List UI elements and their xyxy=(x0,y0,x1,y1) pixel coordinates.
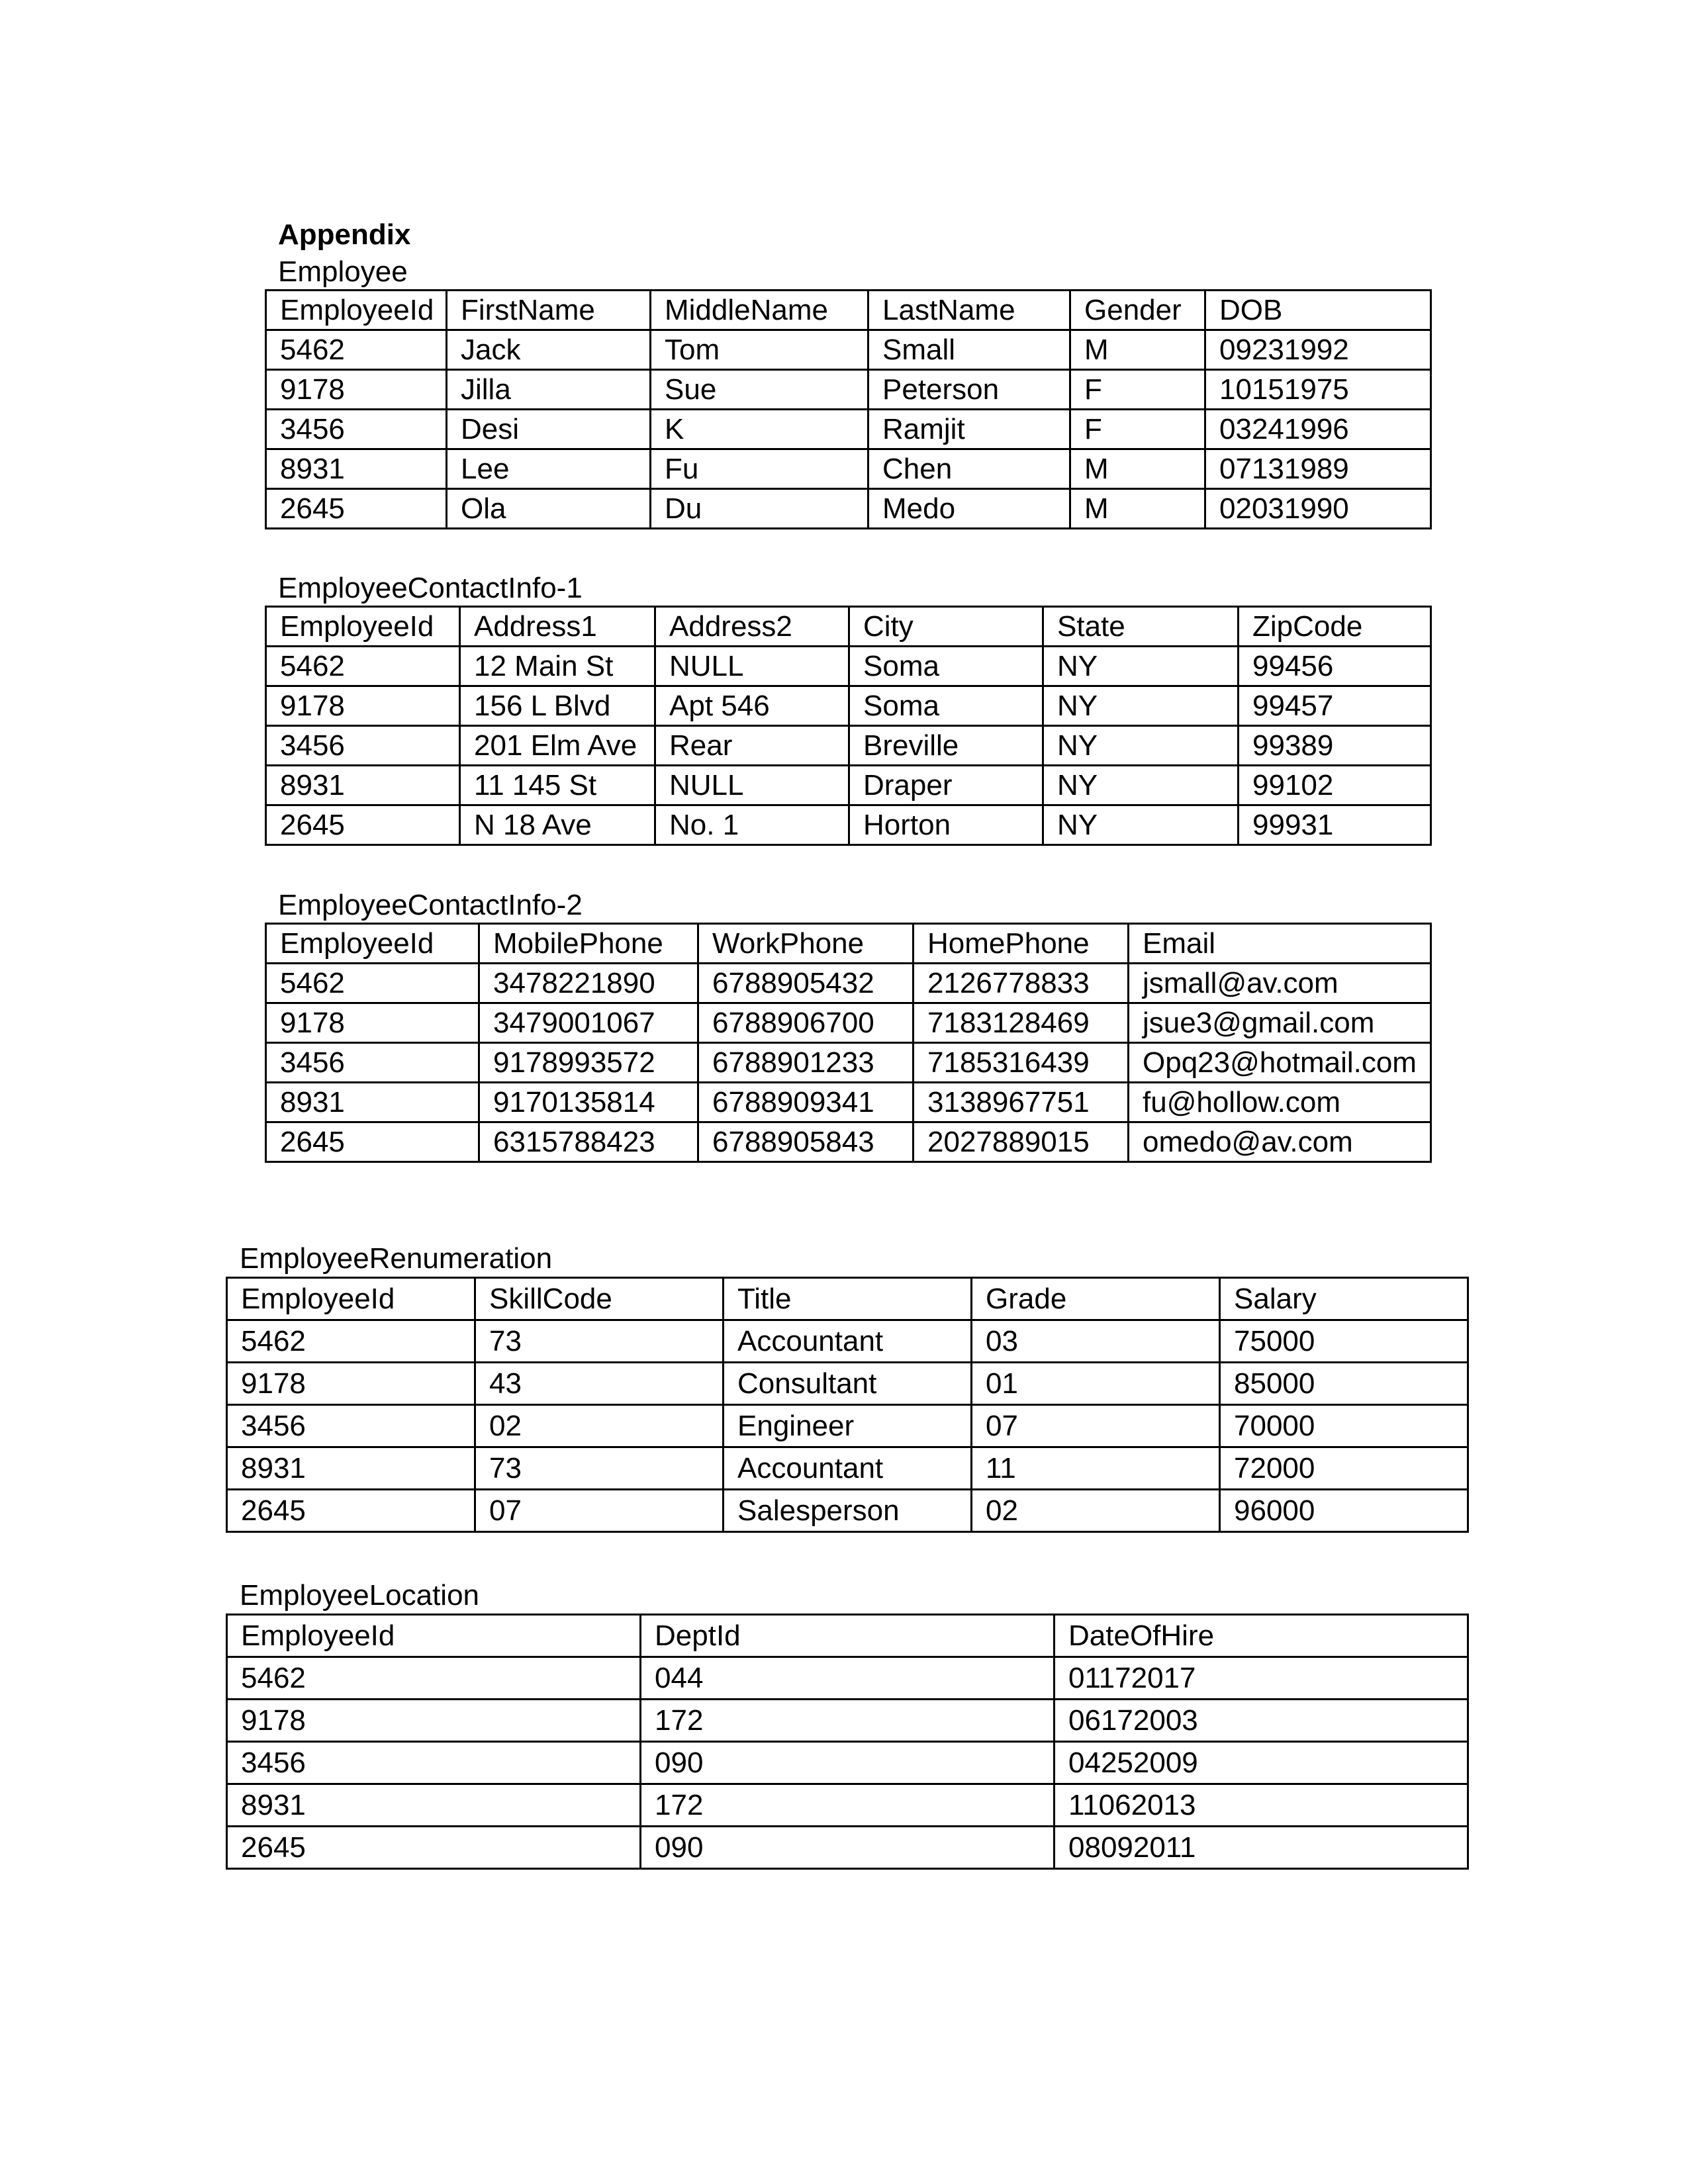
table-row xyxy=(266,410,1431,449)
table-cell: 70000 xyxy=(1220,1405,1468,1447)
column-header: Email xyxy=(1129,924,1431,964)
table-row xyxy=(227,1447,1468,1490)
table-cell: Jilla xyxy=(447,370,651,410)
column-header: DeptId xyxy=(641,1615,1055,1657)
table-header-row xyxy=(227,1615,1468,1657)
table-cell: NY xyxy=(1043,766,1239,805)
table-cell: 72000 xyxy=(1220,1447,1468,1490)
table-cell: 2645 xyxy=(227,1490,475,1532)
table-cell: 04252009 xyxy=(1055,1742,1468,1784)
table-cell: Ramjit xyxy=(868,410,1070,449)
table-cell: 8931 xyxy=(266,449,447,489)
column-header: EmployeeId xyxy=(227,1615,641,1657)
table-cell: Chen xyxy=(868,449,1070,489)
table-cell: 7183128469 xyxy=(914,1003,1129,1043)
table-cell: 43 xyxy=(475,1363,724,1405)
table-header-row xyxy=(266,924,1431,964)
table-cell: 172 xyxy=(641,1784,1055,1827)
table-cell: 3478221890 xyxy=(479,964,698,1003)
column-header: Grade xyxy=(972,1278,1220,1320)
table-cell: 99456 xyxy=(1239,647,1431,686)
table-cell: Consultant xyxy=(724,1363,972,1405)
table-cell: 01172017 xyxy=(1055,1657,1468,1700)
table-cell: 3456 xyxy=(266,1043,479,1083)
table-cell: 6788906700 xyxy=(698,1003,914,1043)
table-cell: 2645 xyxy=(266,1122,479,1162)
table-cell: 02031990 xyxy=(1205,489,1431,529)
table-cell: Opq23@hotmail.com xyxy=(1129,1043,1431,1083)
column-header: EmployeeId xyxy=(227,1278,475,1320)
table-cell: 5462 xyxy=(266,330,447,370)
table-cell: 2126778833 xyxy=(914,964,1129,1003)
table-cell: 99931 xyxy=(1239,805,1431,845)
table-cell: Accountant xyxy=(724,1320,972,1363)
table-cell: 5462 xyxy=(227,1657,641,1700)
table-cell: Accountant xyxy=(724,1447,972,1490)
table-cell: 73 xyxy=(475,1447,724,1490)
location-table-title: EmployeeLocation xyxy=(240,1579,480,1612)
table-cell: 9170135814 xyxy=(479,1083,698,1122)
table-row xyxy=(266,1122,1431,1162)
table-cell: 3456 xyxy=(266,410,447,449)
table-cell: 5462 xyxy=(266,964,479,1003)
column-header: SkillCode xyxy=(475,1278,724,1320)
table-cell: 12 Main St xyxy=(460,647,655,686)
table-cell: 6315788423 xyxy=(479,1122,698,1162)
table-cell: 10151975 xyxy=(1205,370,1431,410)
table-cell: 96000 xyxy=(1220,1490,1468,1532)
table-cell: fu@hollow.com xyxy=(1129,1083,1431,1122)
table-row xyxy=(227,1363,1468,1405)
table-cell: 11062013 xyxy=(1055,1784,1468,1827)
table-cell: F xyxy=(1070,370,1205,410)
table-cell: 75000 xyxy=(1220,1320,1468,1363)
table-cell: 5462 xyxy=(227,1320,475,1363)
table-cell: 3456 xyxy=(227,1405,475,1447)
table-cell: K xyxy=(651,410,868,449)
table-cell: Peterson xyxy=(868,370,1070,410)
table-cell: Draper xyxy=(849,766,1043,805)
table-cell: 06172003 xyxy=(1055,1700,1468,1742)
table-cell: omedo@av.com xyxy=(1129,1122,1431,1162)
table-cell: Rear xyxy=(655,726,849,766)
column-header: Salary xyxy=(1220,1278,1468,1320)
column-header: HomePhone xyxy=(914,924,1129,964)
table-cell: 6788905432 xyxy=(698,964,914,1003)
appendix-heading: Appendix xyxy=(278,218,411,251)
table-cell: NY xyxy=(1043,805,1239,845)
table-cell: 6788909341 xyxy=(698,1083,914,1122)
table-cell: NULL xyxy=(655,766,849,805)
contact-info-1-table xyxy=(265,606,1432,846)
column-header: ZipCode xyxy=(1239,607,1431,647)
table-cell: F xyxy=(1070,410,1205,449)
column-header: DOB xyxy=(1205,291,1431,330)
table-cell: 9178 xyxy=(266,686,460,726)
table-row xyxy=(266,370,1431,410)
table-cell: NY xyxy=(1043,726,1239,766)
table-row xyxy=(227,1320,1468,1363)
table-row xyxy=(266,1043,1431,1083)
table-cell: 090 xyxy=(641,1742,1055,1784)
table-cell: 172 xyxy=(641,1700,1055,1742)
table-cell: Apt 546 xyxy=(655,686,849,726)
table-cell: 8931 xyxy=(266,766,460,805)
table-row xyxy=(266,1003,1431,1043)
column-header: LastName xyxy=(868,291,1070,330)
column-header: Title xyxy=(724,1278,972,1320)
table-row xyxy=(227,1657,1468,1700)
table-cell: 2027889015 xyxy=(914,1122,1129,1162)
table-cell: 73 xyxy=(475,1320,724,1363)
table-cell: 03241996 xyxy=(1205,410,1431,449)
table-cell: NY xyxy=(1043,686,1239,726)
contact-info-2-table-title: EmployeeContactInfo-2 xyxy=(278,889,583,921)
table-cell: jsmall@av.com xyxy=(1129,964,1431,1003)
table-cell: 09231992 xyxy=(1205,330,1431,370)
table-row xyxy=(227,1742,1468,1784)
table-row xyxy=(227,1784,1468,1827)
table-cell: 3138967751 xyxy=(914,1083,1129,1122)
table-row xyxy=(227,1490,1468,1532)
table-cell: 8931 xyxy=(227,1447,475,1490)
table-cell: 6788905843 xyxy=(698,1122,914,1162)
table-row xyxy=(266,330,1431,370)
table-cell: 9178 xyxy=(266,370,447,410)
table-cell: 01 xyxy=(972,1363,1220,1405)
table-cell: 08092011 xyxy=(1055,1827,1468,1869)
employee-table-title: Employee xyxy=(278,255,408,288)
table-header-row xyxy=(266,291,1431,330)
table-cell: jsue3@gmail.com xyxy=(1129,1003,1431,1043)
table-cell: Ola xyxy=(447,489,651,529)
table-cell: 85000 xyxy=(1220,1363,1468,1405)
table-row xyxy=(266,489,1431,529)
table-cell: 99102 xyxy=(1239,766,1431,805)
table-cell: 3456 xyxy=(266,726,460,766)
table-cell: 8931 xyxy=(266,1083,479,1122)
column-header: WorkPhone xyxy=(698,924,914,964)
table-cell: Horton xyxy=(849,805,1043,845)
table-cell: 2645 xyxy=(227,1827,641,1869)
location-table xyxy=(226,1614,1469,1870)
table-cell: 3456 xyxy=(227,1742,641,1784)
table-row xyxy=(266,964,1431,1003)
table-cell: NY xyxy=(1043,647,1239,686)
table-cell: 11 145 St xyxy=(460,766,655,805)
table-cell: 156 L Blvd xyxy=(460,686,655,726)
table-row xyxy=(266,1083,1431,1122)
table-cell: 07 xyxy=(475,1490,724,1532)
table-row xyxy=(266,766,1431,805)
table-row xyxy=(227,1827,1468,1869)
table-cell: Medo xyxy=(868,489,1070,529)
table-row xyxy=(227,1405,1468,1447)
table-row xyxy=(266,449,1431,489)
table-cell: M xyxy=(1070,489,1205,529)
table-cell: Salesperson xyxy=(724,1490,972,1532)
column-header: EmployeeId xyxy=(266,607,460,647)
table-cell: M xyxy=(1070,330,1205,370)
table-cell: 03 xyxy=(972,1320,1220,1363)
table-cell: 99389 xyxy=(1239,726,1431,766)
column-header: Address1 xyxy=(460,607,655,647)
contact-info-1-table-title: EmployeeContactInfo-1 xyxy=(278,572,583,604)
table-cell: Fu xyxy=(651,449,868,489)
table-cell: 02 xyxy=(475,1405,724,1447)
table-row xyxy=(266,647,1431,686)
table-cell: Jack xyxy=(447,330,651,370)
table-cell: 2645 xyxy=(266,805,460,845)
table-cell: NULL xyxy=(655,647,849,686)
contact-info-2-table xyxy=(265,923,1432,1163)
table-cell: 9178993572 xyxy=(479,1043,698,1083)
table-cell: 201 Elm Ave xyxy=(460,726,655,766)
table-cell: Soma xyxy=(849,686,1043,726)
table-cell: 6788901233 xyxy=(698,1043,914,1083)
table-cell: Desi xyxy=(447,410,651,449)
table-cell: 3479001067 xyxy=(479,1003,698,1043)
table-cell: 07131989 xyxy=(1205,449,1431,489)
column-header: City xyxy=(849,607,1043,647)
table-cell: No. 1 xyxy=(655,805,849,845)
table-cell: M xyxy=(1070,449,1205,489)
column-header: Address2 xyxy=(655,607,849,647)
table-cell: Sue xyxy=(651,370,868,410)
table-cell: 7185316439 xyxy=(914,1043,1129,1083)
table-cell: 9178 xyxy=(227,1700,641,1742)
table-cell: Du xyxy=(651,489,868,529)
employee-table xyxy=(265,289,1432,529)
renumeration-table-title: EmployeeRenumeration xyxy=(240,1242,553,1275)
table-cell: Small xyxy=(868,330,1070,370)
table-header-row xyxy=(227,1278,1468,1320)
column-header: State xyxy=(1043,607,1239,647)
table-cell: Lee xyxy=(447,449,651,489)
column-header: EmployeeId xyxy=(266,924,479,964)
table-row xyxy=(227,1700,1468,1742)
table-cell: 02 xyxy=(972,1490,1220,1532)
table-cell: 99457 xyxy=(1239,686,1431,726)
table-cell: Soma xyxy=(849,647,1043,686)
table-cell: 2645 xyxy=(266,489,447,529)
table-cell: 11 xyxy=(972,1447,1220,1490)
renumeration-table xyxy=(226,1277,1469,1533)
column-header: EmployeeId xyxy=(266,291,447,330)
column-header: DateOfHire xyxy=(1055,1615,1468,1657)
table-row xyxy=(266,805,1431,845)
table-cell: 07 xyxy=(972,1405,1220,1447)
table-cell: N 18 Ave xyxy=(460,805,655,845)
table-cell: 9178 xyxy=(227,1363,475,1405)
table-cell: 044 xyxy=(641,1657,1055,1700)
column-header: MiddleName xyxy=(651,291,868,330)
table-cell: 5462 xyxy=(266,647,460,686)
table-cell: 090 xyxy=(641,1827,1055,1869)
table-row xyxy=(266,726,1431,766)
table-cell: Breville xyxy=(849,726,1043,766)
table-cell: Tom xyxy=(651,330,868,370)
column-header: Gender xyxy=(1070,291,1205,330)
table-cell: Engineer xyxy=(724,1405,972,1447)
table-row xyxy=(266,686,1431,726)
table-header-row xyxy=(266,607,1431,647)
table-cell: 9178 xyxy=(266,1003,479,1043)
column-header: FirstName xyxy=(447,291,651,330)
column-header: MobilePhone xyxy=(479,924,698,964)
table-cell: 8931 xyxy=(227,1784,641,1827)
